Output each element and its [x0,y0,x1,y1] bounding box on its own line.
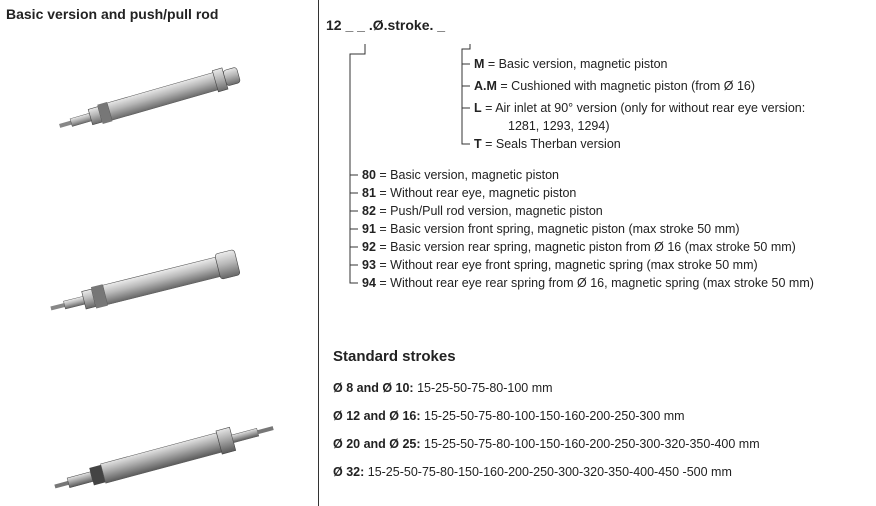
suffix-option-am: A.M = Cushioned with magnetic piston (from Ø 16) [474,79,756,93]
stroke-row-20-25: Ø 20 and Ø 25: 15-25-50-75-80-100-150-160-200-250-300-320-350-400 mm [333,437,760,451]
stroke-row-8-10: Ø 8 and Ø 10: 15-25-50-75-80-100 mm [333,381,553,395]
suffix-option-l: L = Air inlet at 90° version (only for without rear eye version: [474,101,806,115]
standard-strokes-title: Standard strokes [333,348,456,365]
stroke-row-32: Ø 32: 15-25-50-75-80-150-160-200-250-300-320-350-400-450 -500 mm [333,465,732,479]
suffix-option-l-continuation: 1281, 1293, 1294) [508,119,610,133]
version-option-94: 94 = Without rear eye rear spring from Ø 16, magnetic spring (max stroke 50 mm) [362,276,814,290]
version-option-91: 91 = Basic version front spring, magnetic piston (max stroke 50 mm) [362,222,740,236]
stroke-row-12-16: Ø 12 and Ø 16: 15-25-50-75-80-100-150-160-200-250-300 mm [333,409,685,423]
suffix-option-t: T = Seals Therban version [474,137,621,151]
section-title-basic-version: Basic version and push/pull rod [6,6,219,22]
version-option-92: 92 = Basic version rear spring, magnetic piston from Ø 16 (max stroke 50 mm) [362,240,796,254]
order-code-header: 12 _ _ .Ø.stroke. _ [326,17,446,33]
suffix-option-m: M = Basic version, magnetic piston [474,57,668,71]
version-option-80: 80 = Basic version, magnetic piston [362,168,559,182]
version-option-93: 93 = Without rear eye front spring, magnetic spring (max stroke 50 mm) [362,258,758,272]
version-option-81: 81 = Without rear eye, magnetic piston [362,186,577,200]
version-option-82: 82 = Push/Pull rod version, magnetic piston [362,204,603,218]
